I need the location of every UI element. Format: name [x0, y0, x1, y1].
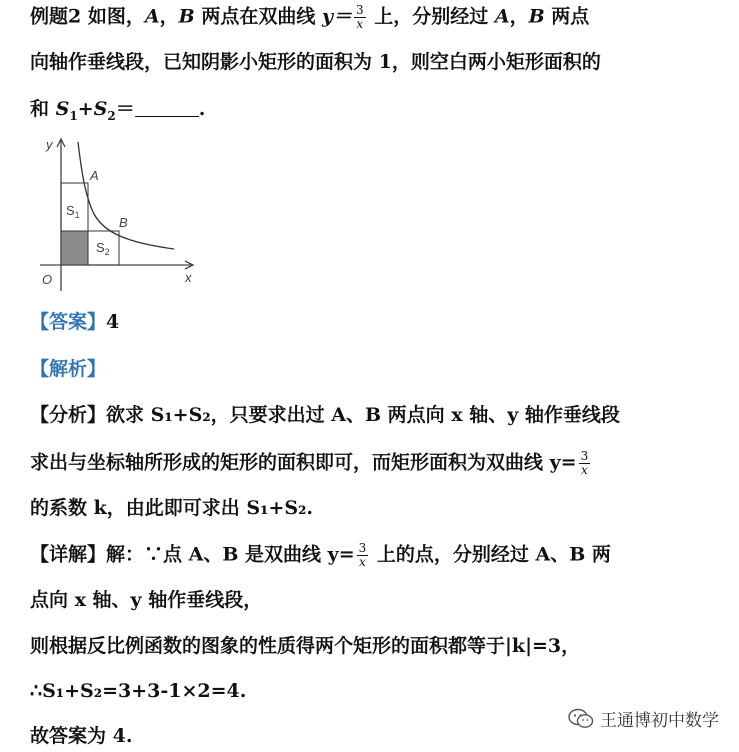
problem-line-1: 例题2 如图，A，B 两点在双曲线 y＝ $\frac{3}{x}$ 上，分别经过 A，B 两点 [30, 3, 590, 31]
s2-label: $S_2$ [96, 240, 110, 257]
example-label: 例题2 [30, 5, 82, 28]
xiangjie-line-4: ∴S₁+S₂=3+3-1×2=4. [30, 680, 247, 702]
fenxi-line-3: 的系数 k，由此即可求出 S₁+S₂. [30, 497, 314, 519]
hyperbola-graph [30, 136, 200, 296]
fenxi-tag: 【分析】 [30, 404, 107, 426]
xiangjie-line-5: 故答案为 4. [30, 725, 133, 747]
fenxi-line-2: 求出与坐标轴所形成的矩形的面积即可，而矩形面积为双曲线 y= $\frac{3}{x}$ [30, 449, 589, 477]
xiangjie-line-3: 则根据反比例函数的图象的性质得两个矩形的面积都等于|k|=3， [30, 635, 581, 657]
shaded-rectangle [61, 231, 88, 265]
fenxi-line-1: 【分析】欲求 S₁+S₂，只要求出过 A、B 两点向 x 轴、y 轴作垂线段 [30, 404, 620, 426]
hyperbola-curve [78, 142, 174, 249]
fraction-3-over-x: $\frac{3}{x}$ [358, 541, 367, 569]
fraction-3-over-x: $\frac{3}{x}$ [580, 449, 589, 477]
problem-line-2: 向轴作垂线段，已知阴影小矩形的面积为 1，则空白两小矩形面积的 [30, 51, 601, 73]
watermark-text: 王通博初中数学 [600, 711, 719, 731]
xiangjie-line-1: 【详解】解：∵点 A、B 是双曲线 y= $\frac{3}{x}$ 上的点，分别经过 A、B 两 [30, 541, 611, 569]
x-axis-label: x [185, 270, 192, 285]
xiangjie-tag: 【详解】 [30, 543, 107, 566]
wechat-icon [568, 708, 594, 730]
point-a-label: A [90, 168, 99, 183]
origin-label: O [42, 272, 53, 287]
analysis-tag: 【解析】 [30, 358, 107, 380]
fraction-3-over-x: $\frac{3}{x}$ [355, 3, 364, 31]
answer-tag: 【答案】 [30, 311, 107, 333]
s1-label: $S_1$ [66, 203, 80, 220]
problem-line-3: 和 $S_1+S_2=$ . [30, 98, 206, 123]
watermark [568, 706, 719, 731]
y-axis-label: y [46, 137, 53, 152]
point-b-label: B [119, 215, 128, 230]
xiangjie-line-2: 点向 x 轴、y 轴作垂线段， [30, 589, 263, 611]
answer-blank [135, 98, 199, 117]
answer-line [30, 310, 119, 334]
answer-value: 4 [106, 311, 120, 333]
